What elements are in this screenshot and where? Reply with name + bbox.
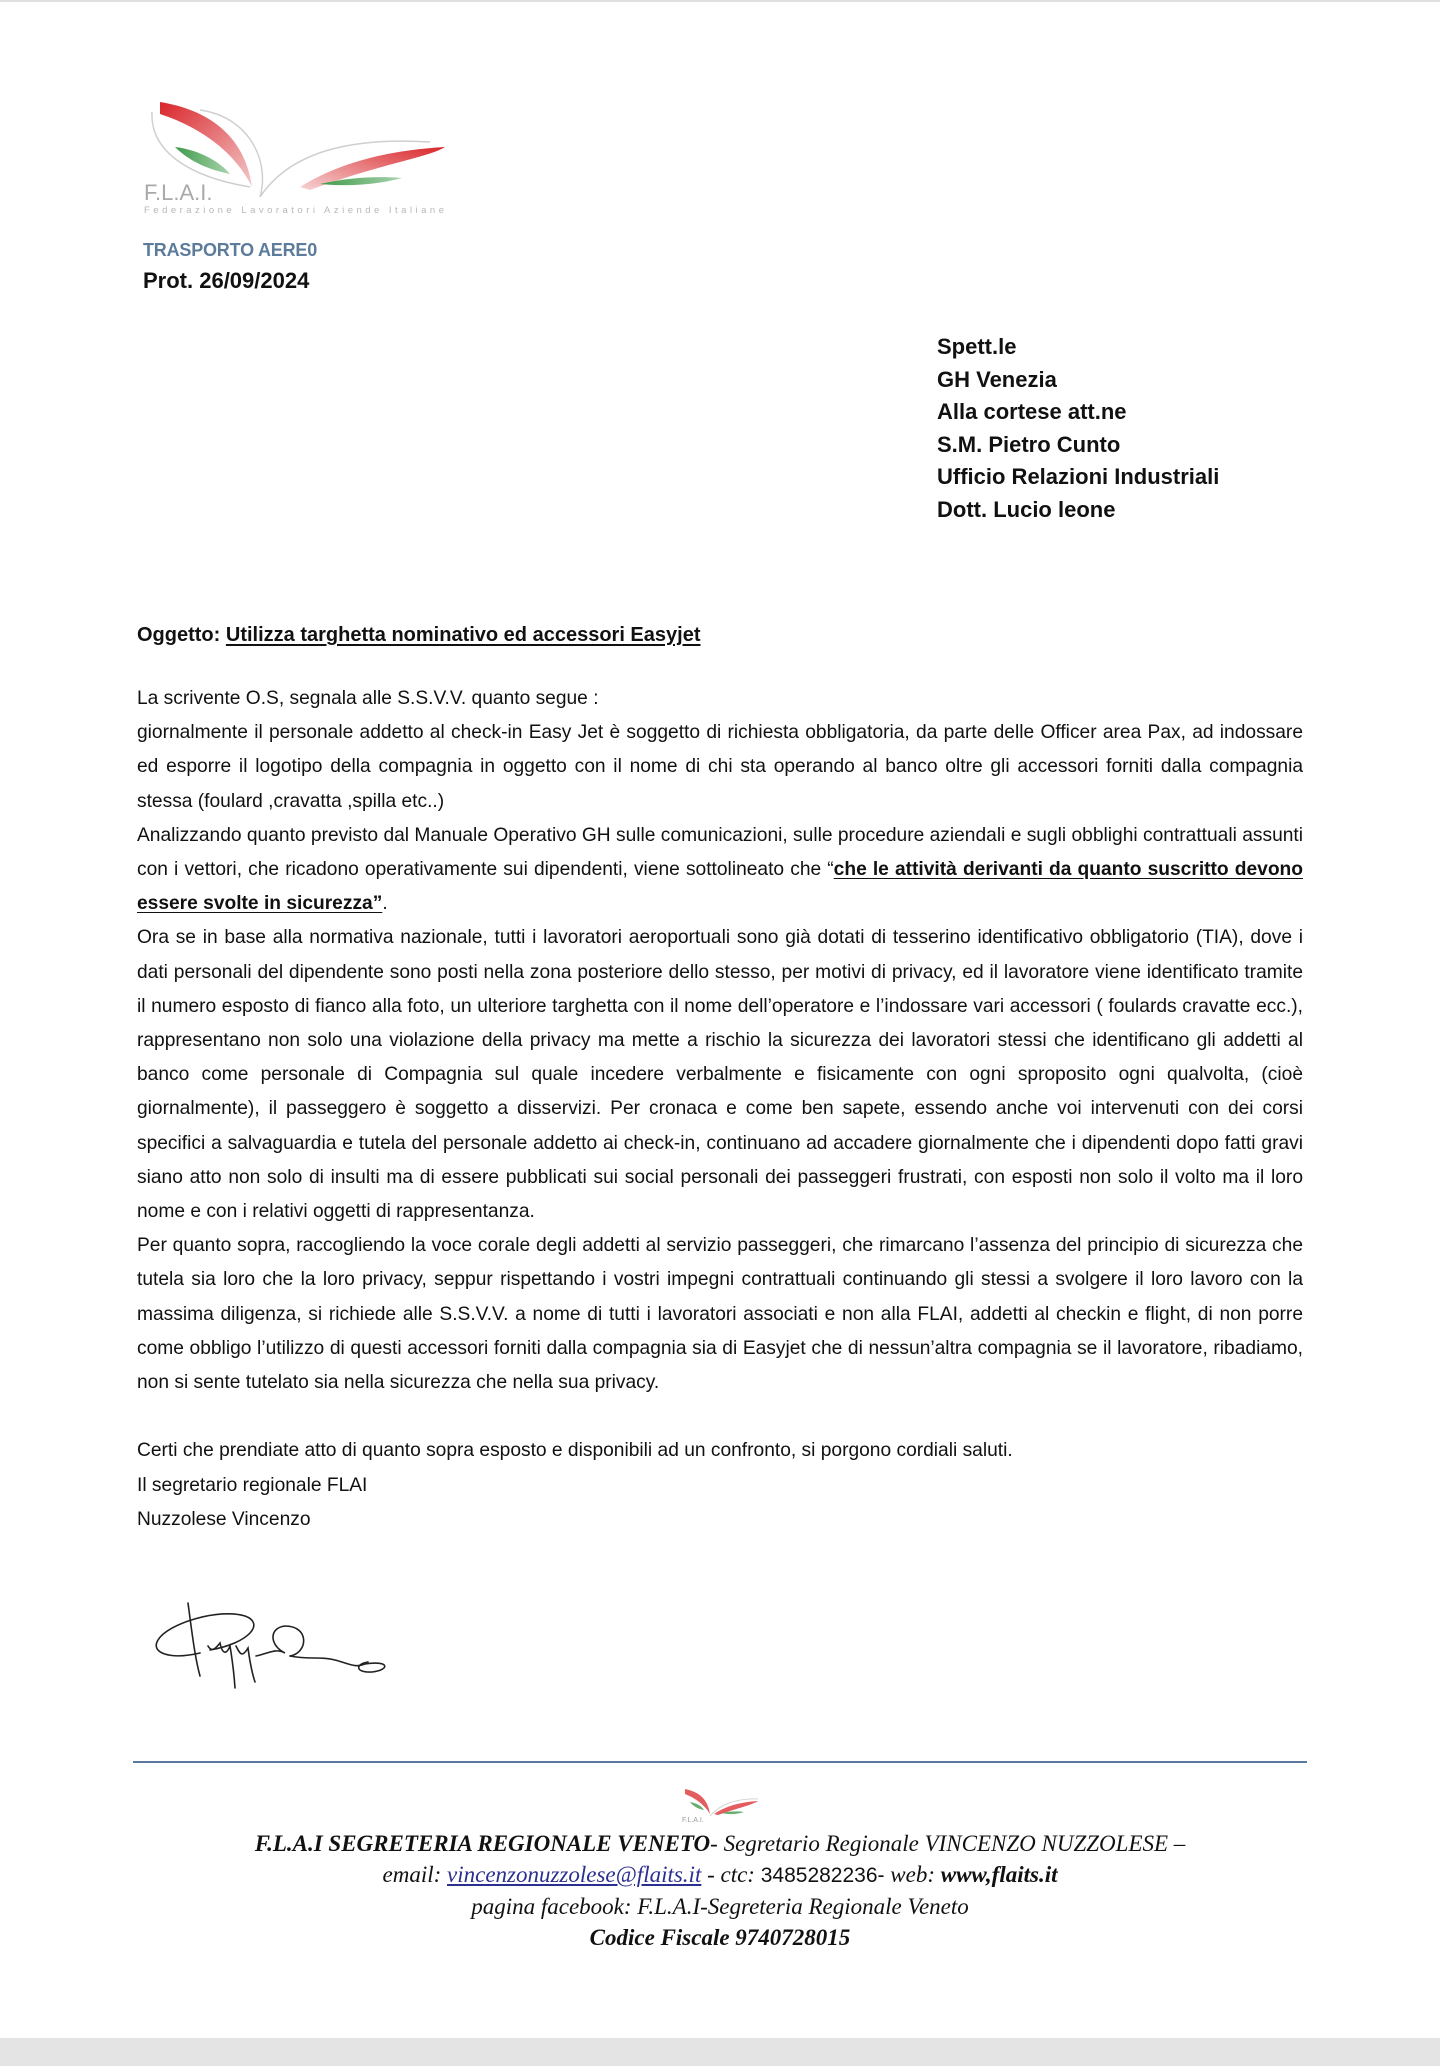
paragraph-request: giornalmente il personale addetto al check-in Easy Jet è soggetto di richiesta obbligatoria, da parte delle Officer area Pax, ad indossare ed esporre il logotipo della compagnia in oggetto con il nome di chi sta operando al banco oltre gli accessori forniti dalla compagnia stessa (foulard ,cravatta ,spilla etc..) bbox=[137, 722, 1303, 812]
recipient-address bbox=[937, 331, 1219, 527]
footer-logo bbox=[680, 1786, 762, 1824]
footer-org-line bbox=[120, 1828, 1320, 1859]
footer-contacts bbox=[120, 1828, 1320, 1953]
paragraph-manual bbox=[137, 819, 1303, 922]
letter-body bbox=[137, 682, 1303, 1537]
handwritten-signature-icon bbox=[150, 1598, 400, 1693]
footer-org: F.L.A.I SEGRETERIA REGIONALE VENETO bbox=[254, 1831, 711, 1856]
recipient-line: Alla cortese att.ne bbox=[937, 399, 1127, 425]
email-label: email: bbox=[382, 1862, 448, 1887]
ctc-label: - ctc: bbox=[701, 1862, 761, 1887]
signer-name: Nuzzolese Vincenzo bbox=[137, 1508, 311, 1530]
recipient-line: Ufficio Relazioni Industriali bbox=[937, 464, 1220, 490]
web-label: web: bbox=[884, 1862, 941, 1887]
page-top-edge bbox=[0, 0, 1440, 2]
logo-wordmark: F.L.A.I. bbox=[144, 180, 213, 205]
footer-contact-line bbox=[120, 1859, 1320, 1891]
spacer bbox=[137, 1400, 1303, 1434]
email-link[interactable]: vincenzonuzzolese@flaits.it bbox=[447, 1862, 702, 1887]
intro-paragraph: La scrivente O.S, segnala alle S.S.V.V. quanto segue : bbox=[137, 688, 599, 709]
paragraph-manual-text: Analizzando quanto previsto dal Manuale Operativo GH sulle comunicazioni, sulle procedure aziendali e sugli obblighi contrattuali assunti con i vettori, che ricadono operativamente sui dipendenti, viene sottolineato che “ bbox=[137, 824, 1303, 881]
tax-code: Codice Fiscale 9740728015 bbox=[589, 1925, 851, 1950]
svg-text:Federazione Lavoratori Aziende: Federazione Lavoratori Aziende Italiane bbox=[144, 205, 444, 216]
page-bottom-band bbox=[0, 2038, 1440, 2066]
closing-paragraph: Certi che prendiate atto di quanto sopra esposto e disponibili ad un confronto, si porgono cordiali saluti. bbox=[137, 1440, 1013, 1462]
footer-divider bbox=[133, 1761, 1307, 1763]
signer-title: Il segretario regionale FLAI bbox=[137, 1474, 368, 1496]
department-label: TRASPORTO AERE0 bbox=[143, 240, 318, 260]
footer-role: - Segretario Regionale VINCENZO NUZZOLESE – bbox=[710, 1831, 1186, 1856]
paragraph-privacy: Ora se in base alla normativa nazionale, tutti i lavoratori aeroportuali sono già dotati di tesserino identificativo obbligatorio (TIA), dove i dati personali del dipendente sono posti nella zona posteriore dello stesso, per motivi di privacy, ed il lavoratore viene identificato tramite il numero esposto di fianco alla foto, un ulteriore targhetta con il nome dell’operatore e l’indossare vari accessori ( foulards cravatte ecc.), rappresentano non solo una violazione della privacy ma mette a rischio la sicurezza dei lavoratori stessi che identificano gli addetti al banco come personale di Compagnia sul quale incedere verbalmente e fisicamente con ogni sproposito ogni qualvolta, (cioè giornalmente), il passeggero è soggetto a disservizi. Per cronaca e come ben sapete, essendo anche voi intervenuti con dei corsi specifici a salvaguardia e tutela del personale addetto ai check-in, continuano ad accadere giornalmente che i dipendenti dopo fatti gravi siano atto non solo di insulti ma di essere pubblicati sui social personali dei passeggeri frustrati, con esposti non solo il volto ma il loro nome e con i relativi oggetti di rappresentanza. bbox=[137, 927, 1303, 1223]
web-address: www,flaits.it bbox=[940, 1862, 1058, 1887]
paragraph-request-ssvv: Per quanto sopra, raccogliendo la voce corale degli addetti al servizio passeggeri, che rimarcano l’assenza del principio di sicurezza che tutela sia loro che la loro privacy, seppur rispettando i vostri impegni contrattuali continuando gli stessi a svolgere il loro lavoro con la massima diligenza, si richiede alle S.S.V.V. a nome di tutti i lavoratori associati e non alla FLAI, addetti al checkin e flight, di non porre come obbligo l’utilizzo di questi accessori forniti dalla compagnia sia di Easyjet che di nessun’altra compagnia se il lavoratore, ribadiamo, non si sente tutelato sia nella sicurezza che nella sua privacy. bbox=[137, 1235, 1303, 1394]
recipient-line: S.M. Pietro Cunto bbox=[937, 431, 1121, 457]
flai-wings-logo-small-icon bbox=[680, 1786, 762, 1824]
paragraph-manual-end: . bbox=[382, 893, 388, 915]
signature bbox=[150, 1598, 400, 1693]
facebook-line: pagina facebook: F.L.A.I-Segreteria Regionale Veneto bbox=[471, 1894, 969, 1919]
protocol-date: Prot. 26/09/2024 bbox=[143, 268, 310, 293]
flai-wings-logo-icon bbox=[140, 92, 460, 222]
recipient-line: GH Venezia bbox=[937, 366, 1057, 392]
subject-line bbox=[137, 624, 700, 647]
emphasized-quote: che le attività derivanti da quanto suscritto devono essere svolte in sicurezza” bbox=[137, 859, 1303, 915]
recipient-line: Dott. Lucio leone bbox=[937, 496, 1116, 522]
subject-label: Oggetto: bbox=[137, 624, 221, 646]
flai-logo bbox=[140, 92, 460, 222]
recipient-line: Spett.le bbox=[937, 334, 1017, 359]
svg-text:F.L.A.I.: F.L.A.I. bbox=[682, 1817, 704, 1824]
phone-number: 3485282236- bbox=[760, 1864, 885, 1887]
subject-text: Utilizza targhetta nominativo ed accessori Easyjet bbox=[225, 624, 701, 646]
